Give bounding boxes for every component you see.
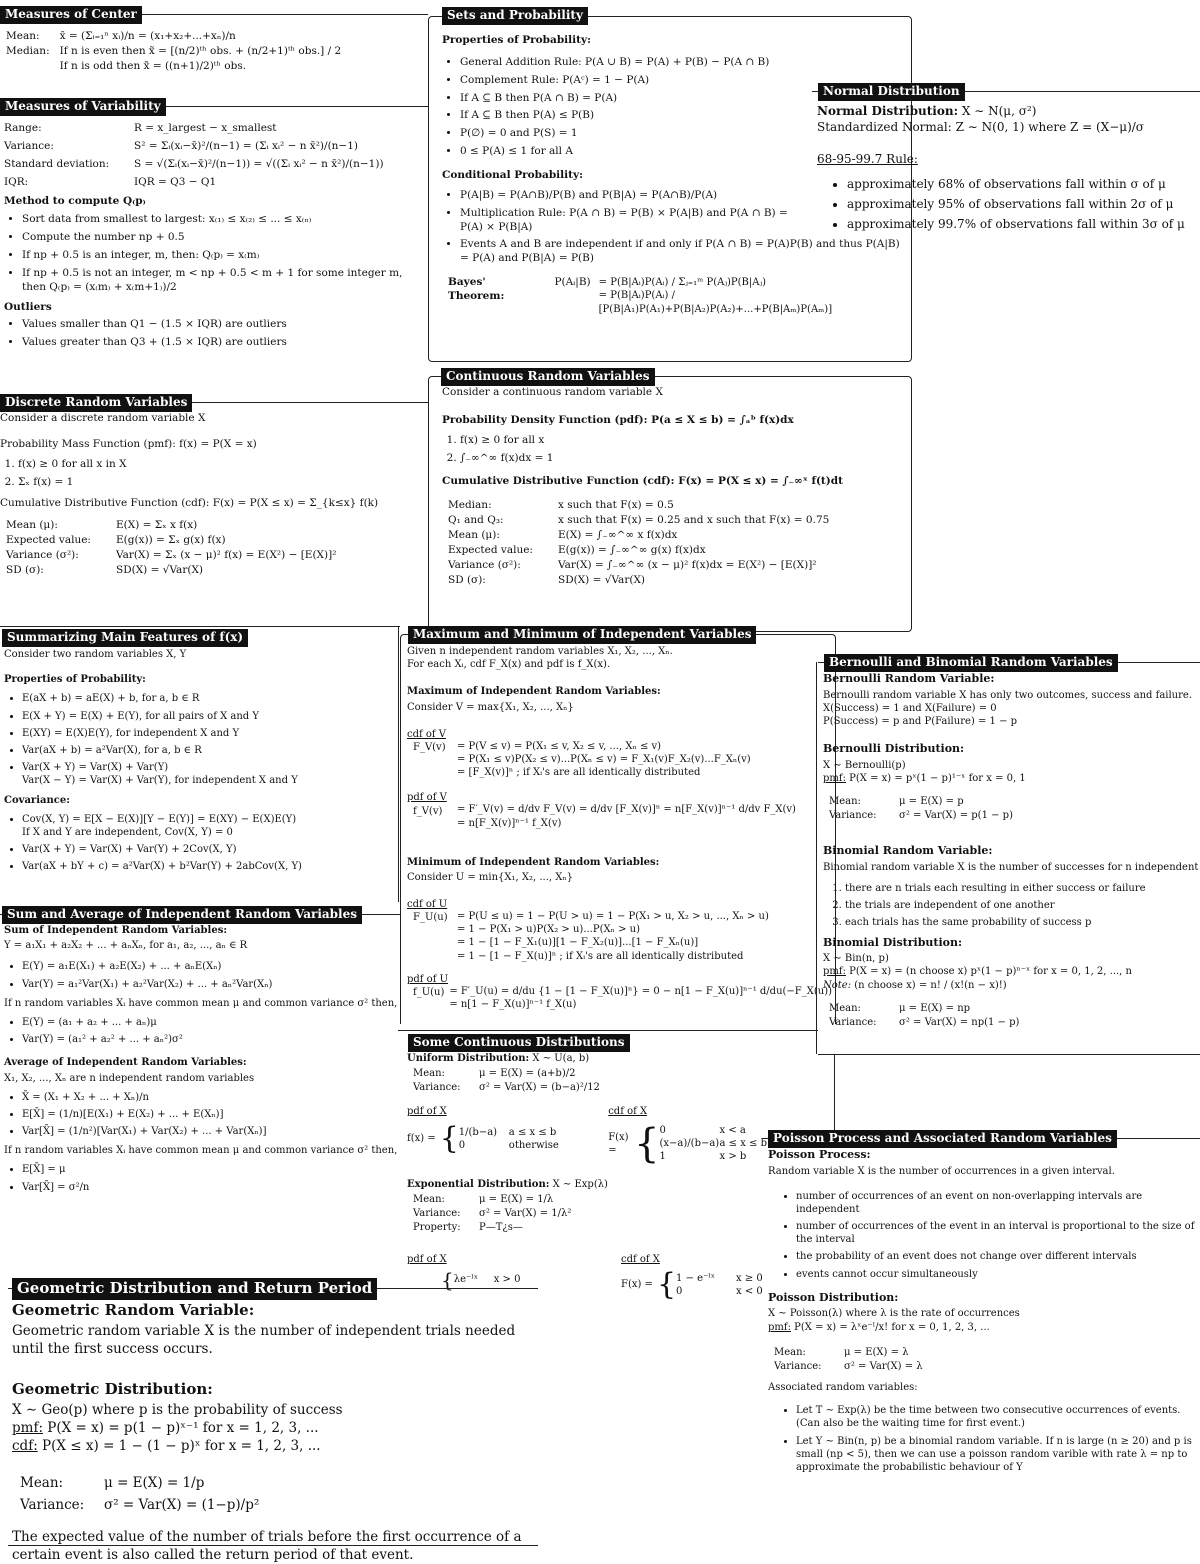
uniform-cdf-case-cond: a ≤ x ≤ b: [719, 1138, 767, 1150]
geometric-mean-label: Mean:: [20, 1474, 64, 1491]
poisson-variance-value: σ² = Var(X) = λ: [844, 1360, 923, 1372]
pdf-item: 2. ∫₋∞^∞ f(x)dx = 1: [460, 452, 908, 466]
exp-pdf-case-value: λe⁻ˡˣ: [453, 1274, 478, 1286]
cdf-u-line: = 1 − [1 − F_X₁(u)][1 − F_X₂(u)]...[1 − F_Xₙ(u)]: [457, 937, 699, 949]
geometric-pmf: P(X = x) = p(1 − p)ˣ⁻¹ for x = 1, 2, 3, ...: [47, 1420, 319, 1437]
pdf-item: 1. f(x) ≥ 0 for all x: [460, 434, 908, 448]
cont-expected-label: Expected value:: [448, 543, 533, 556]
bayes-formula-2: = P(B|Aᵢ)P(Aᵢ) / [P(B|A₁)P(A₁)+P(B|A₂)P(A₂)+...+P(B|Aₘ)P(Aₘ)]: [598, 290, 833, 315]
common-mean-note: If n random variables Xᵢ have common mean μ and common variance σ² then,: [4, 997, 398, 1009]
normal-section: [817, 104, 1200, 237]
outlier-item: • Values greater than Q3 + (1.5 × IQR) are outliers: [22, 336, 428, 350]
cond-item: • Events A and B are independent if and only if P(A ∩ B) = P(A)P(B) and thus P(A|B) = P(A) and P(B|A) = P(B): [460, 238, 900, 266]
method-item: • If np + 0.5 is an integer, m, then: Q₍p₎ = x₍m₎: [22, 249, 428, 263]
iqr-formula: IQR = Q3 − Q1: [134, 175, 217, 188]
poisson-condition: • events cannot occur simultaneously: [796, 1268, 1198, 1281]
exp-property-value: P—T¿s—: [479, 1222, 523, 1234]
method-item: • Sort data from smallest to largest: x₍₁₎ ≤ x₍₂₎ ≤ ... ≤ x₍ₙ₎: [22, 213, 428, 227]
summ-prop: • E(X + Y) = E(X) + E(Y), for all pairs of X and Y: [22, 710, 396, 723]
pdf-u-label: pdf of U: [407, 973, 449, 985]
average-heading: Average of Independent Random Variables:: [4, 1057, 247, 1069]
exp-cdf-case-value: 1 − e⁻ˡˣ: [676, 1272, 716, 1284]
pdf-v-line: = n[F_X(v)]ⁿ⁻¹ f_X(v): [457, 817, 562, 829]
cdf-v-label: cdf of V: [407, 728, 447, 740]
mean-label: Mean:: [6, 30, 40, 42]
bernoulli-rv-line: P(Success) = p and P(Failure) = 1 − p: [823, 715, 1018, 727]
sum-item: • Var(Y) = a₁²Var(X₁) + a₂²Var(X₂) + ... + aₙ²Var(Xₙ): [22, 978, 398, 991]
exp-variance-label: Variance:: [413, 1208, 461, 1220]
binomial-condition: 3. each trials has the same probability of success p: [845, 916, 1200, 929]
maxmin-intro-1: Given n independent random variables X₁, X₂, ..., Xₙ.: [407, 646, 673, 657]
section-title-sum-average: Sum and Average of Independent Random Variables: [2, 906, 362, 924]
exp-mean-label: Mean:: [413, 1193, 445, 1205]
discrete-mean-label: Mean (μ):: [6, 519, 58, 532]
poisson-dist-heading: Poisson Distribution:: [768, 1290, 899, 1304]
prob-prop: • Complement Rule: P(Aᶜ) = 1 − P(A): [460, 74, 908, 88]
rule-heading: 68-95-99.7 Rule:: [817, 151, 918, 166]
bernoulli-section: [823, 672, 1200, 1031]
sd-formula: S = √(Σᵢ(xᵢ−x̄)²/(n−1)) = √((Σᵢ xᵢ² − n x̄²)/(n−1)): [134, 157, 384, 170]
binomial-rv-heading: Binomial Random Variable:: [823, 844, 993, 858]
binomial-dist-def: X ∼ Bin(n, p): [823, 953, 889, 965]
poisson-condition: • number of occurrences of an event on non-overlapping intervals are independent: [796, 1190, 1198, 1216]
exp-cdf-brace: {: [656, 1266, 677, 1302]
uniform-cdf-label: cdf of X: [608, 1105, 648, 1117]
section-title-continuous: Continuous Random Variables: [441, 368, 655, 386]
uniform-cdf-case-value: (x−a)/(b−a): [659, 1138, 720, 1150]
discrete-variance-label: Variance (σ²):: [6, 549, 79, 562]
binomial-mean-label: Mean:: [829, 1002, 861, 1014]
cdf-v-line: = [F_X(v)]ⁿ ; if Xᵢ's are all identically distributed: [457, 767, 701, 779]
sum-definition: Y = a₁X₁ + a₂X₂ + ... + aₙXₙ, for a₁, a₂, ..., aₙ ∈ R: [4, 940, 248, 952]
range-label: Range:: [4, 122, 42, 134]
poisson-process-def: Random variable X is the number of occurrences in a given interval.: [768, 1165, 1115, 1177]
section-title-normal: Normal Distribution: [818, 83, 965, 101]
cont-variance-value: Var(X) = ∫₋∞^∞ (x − μ)² f(x)dx = E(X²) − [E(X)]²: [558, 558, 817, 571]
normal-dist-def: X ∼ N(μ, σ²): [961, 104, 1037, 118]
uniform-pdf-case-cond: a ≤ x ≤ b: [508, 1126, 557, 1138]
poisson-condition: • number of occurrences of the event in an interval is proportional to the size of the interval: [796, 1220, 1198, 1246]
outlier-item: • Values smaller than Q1 − (1.5 × IQR) are outliers: [22, 318, 428, 332]
section-title-max-min: Maximum and Minimum of Independent Variables: [408, 626, 756, 644]
min-heading: Minimum of Independent Random Variables:: [407, 856, 660, 868]
section-title-sets: Sets and Probability: [442, 7, 588, 25]
discrete-section: [0, 412, 428, 580]
cont-variance-label: Variance (σ²):: [448, 558, 521, 571]
cdf-u-line: = 1 − P(X₁ > u)P(X₂ > u)...P(Xₙ > u): [457, 924, 641, 936]
pdf-v-line: = F′_V(v) = d/dv F_V(v) = d/dv [F_X(v)]ⁿ = n[F_X(v)]ⁿ⁻¹ d/dv F_X(v): [457, 804, 796, 816]
summ-prop: • E(aX + b) = aE(X) + b, for a, b ∈ R: [22, 692, 396, 705]
binomial-condition: 2. the trials are independent of one another: [845, 899, 1200, 912]
poisson-pmf-label: pmf:: [768, 1321, 791, 1333]
measures-of-center-section: [6, 28, 426, 76]
cont-quartile-value: x such that F(x) = 0.25 and x such that F(x) = 0.75: [558, 514, 830, 527]
bernoulli-mean-label: Mean:: [829, 795, 861, 807]
prob-prop: • If A ⊆ B then P(A) ≤ P(B): [460, 109, 908, 123]
summarizing-intro: Consider two random variables X, Y: [4, 649, 187, 660]
continuous-section: [442, 386, 908, 589]
pmf-definition: Probability Mass Function (pmf): f(x) = P(X = x): [0, 437, 257, 450]
avg-item-common: • E[X̄] = μ: [22, 1163, 398, 1176]
poisson-mean-value: μ = E(X) = λ: [844, 1346, 909, 1358]
bernoulli-variance-label: Variance:: [829, 810, 877, 822]
sum-item-common: • Var(Y) = (a₁² + a₂² + ... + aₙ²)σ²: [22, 1033, 398, 1046]
section-title-measures-of-variability: Measures of Variability: [0, 98, 166, 116]
poisson-variance-label: Variance:: [774, 1360, 822, 1372]
uniform-cdf-case-cond: x > b: [719, 1151, 747, 1163]
exp-cdf-case-cond: x < 0: [736, 1285, 763, 1297]
bernoulli-pmf-label: pmf:: [823, 772, 846, 784]
uniform-variance-value: σ² = Var(X) = (b−a)²/12: [479, 1082, 600, 1094]
empirical-rule-item: • approximately 68% of observations fall within σ of μ: [847, 177, 1200, 193]
binomial-pmf: P(X = x) = (n choose x) pˣ(1 − p)ⁿ⁻ˣ for x = 0, 1, 2, ..., n: [849, 966, 1132, 978]
uniform-pdf-case-value: 1/(b−a): [458, 1126, 498, 1138]
props-heading: Properties of Probability:: [442, 34, 591, 46]
continuous-intro: Consider a continuous random variable X: [442, 386, 663, 398]
uniform-def: X ∼ U(a, b): [532, 1053, 590, 1064]
pdf-u-line: = n[1 − F_X(u)]ⁿ⁻¹ f_X(u): [449, 999, 577, 1010]
measures-of-variability-section: [4, 120, 428, 354]
bernoulli-dist-def: X ∼ Bernoulli(p): [823, 759, 906, 771]
common-mean-note: If n random variables Xᵢ have common mean μ and common variance σ² then,: [4, 1145, 398, 1157]
section-title-poisson: Poisson Process and Associated Random Variables: [768, 1130, 1117, 1148]
pdf-v-symbol: f_V(v): [413, 805, 443, 817]
binomial-mean-value: μ = E(X) = np: [899, 1002, 971, 1014]
uniform-mean-value: μ = E(X) = (a+b)/2: [479, 1068, 576, 1080]
max-heading: Maximum of Independent Random Variables:: [407, 686, 661, 698]
uniform-variance-label: Variance:: [413, 1082, 461, 1094]
summarizing-props-heading: Properties of Probability:: [4, 674, 146, 686]
section-title-geometric: Geometric Distribution and Return Period: [12, 1278, 377, 1300]
uniform-pdf-brace: {: [439, 1120, 459, 1156]
geometric-mean-value: μ = E(X) = 1/p: [104, 1474, 205, 1491]
return-period-text: The expected value of the number of trials before the first occurrence of a certain event is also called the return period of that event.: [12, 1529, 522, 1564]
uniform-cdf-case-value: 0: [659, 1124, 666, 1136]
exp-property-label: Property:: [413, 1222, 461, 1234]
cdf-u-symbol: F_U(u): [413, 912, 448, 924]
exp-cdf-label: cdf of X: [621, 1253, 660, 1265]
binomial-pmf-label: pmf:: [823, 966, 846, 978]
exp-pdf-case-cond: x > 0: [493, 1274, 521, 1286]
sum-average-section: [4, 924, 398, 1198]
section-title-bernoulli: Bernoulli and Binomial Random Variables: [824, 654, 1118, 672]
sum-item-common: • E(Y) = (a₁ + a₂ + ... + aₙ)μ: [22, 1016, 398, 1029]
discrete-sd-value: SD(X) = √Var(X): [116, 563, 204, 576]
empirical-rule-item: • approximately 95% of observations fall within 2σ of μ: [847, 197, 1200, 213]
cdf-u-line: = 1 − [1 − F_X(u)]ⁿ ; if Xᵢ's are all identically distributed: [457, 950, 744, 962]
exp-cdf-symbol: F(x) =: [621, 1279, 653, 1291]
cov-item: If X and Y are independent, Cov(X, Y) = 0: [22, 826, 233, 838]
uniform-heading: Uniform Distribution:: [407, 1053, 530, 1064]
associated-item: • Let T ∼ Exp(λ) be the time between two consecutive occurrences of events. (Can also be the waiting time for first event.): [796, 1404, 1198, 1430]
bernoulli-variance-value: σ² = Var(X) = p(1 − p): [899, 810, 1013, 822]
method-heading: Method to compute Q₍p₎: [4, 195, 146, 208]
bernoulli-rv-line: X(Success) = 1 and X(Failure) = 0: [823, 702, 997, 714]
cond-heading: Conditional Probability:: [442, 169, 583, 182]
median-odd-formula: If n is odd then x̃ = ((n+1)/2)ᵗʰ obs.: [59, 59, 247, 72]
poisson-pmf: P(X = x) = λˣe⁻ˡ/x! for x = 0, 1, 2, 3, ...: [794, 1321, 990, 1333]
cond-item: • Multiplication Rule: P(A ∩ B) = P(B) × P(A|B) and P(A ∩ B) = P(A) × P(B|A): [460, 207, 790, 235]
pdf-v-label: pdf of V: [407, 792, 447, 804]
summ-prop: Var(X − Y) = Var(X) + Var(Y), for independent X and Y: [22, 775, 298, 787]
median-even-formula: If n is even then x̃ = [(n/2)ᵗʰ obs. + (n/2+1)ᵗʰ obs.] / 2: [59, 44, 342, 57]
section-title-measures-of-center: Measures of Center: [0, 6, 142, 24]
bernoulli-dist-heading: Bernoulli Distribution:: [823, 742, 965, 756]
cdf-u-line: = P(U ≤ u) = 1 − P(U > u) = 1 − P(X₁ > u, X₂ > u, ..., Xₙ > u): [457, 911, 769, 923]
discrete-intro: Consider a discrete random variable X: [0, 412, 206, 424]
geometric-variance-label: Variance:: [20, 1496, 85, 1513]
poisson-process-heading: Poisson Process:: [768, 1148, 871, 1161]
discrete-variance-value: Var(X) = Σₓ (x − μ)² f(x) = E(X²) − [E(X)]²: [116, 549, 337, 562]
cont-quartile-label: Q₁ and Q₃:: [448, 514, 504, 527]
binomial-variance-value: σ² = Var(X) = np(1 − p): [899, 1016, 1020, 1028]
section-title-discrete: Discrete Random Variables: [0, 394, 192, 412]
binomial-rv-def: Binomial random variable X is the number of successes for n independent: [823, 861, 1199, 873]
cdf-v-line: = P(V ≤ v) = P(X₁ ≤ v, X₂ ≤ v, ..., Xₙ ≤ v): [457, 740, 662, 752]
exponential-def: X ∼ Exp(λ): [552, 1178, 608, 1190]
associated-heading: Associated random variables:: [768, 1382, 918, 1394]
uniform-mean-label: Mean:: [413, 1068, 445, 1080]
exponential-heading: Exponential Distribution:: [407, 1178, 550, 1190]
continuous-cdf-definition: Cumulative Distributive Function (cdf): F(x) = P(X ≤ x) = ∫₋∞ˣ f(t)dt: [442, 475, 843, 488]
standardized-normal: Standardized Normal: Z ∼ N(0, 1) where Z = (X−μ)/σ: [817, 119, 1144, 134]
bayes-lhs: P(Aᵢ|B): [554, 276, 591, 289]
sum-item: • E(Y) = a₁E(X₁) + a₂E(X₂) + ... + aₙE(Xₙ): [22, 960, 398, 973]
exp-cdf-case-cond: x ≥ 0: [736, 1272, 763, 1284]
normal-dist-label: Normal Distribution:: [817, 104, 959, 118]
avg-item: • Var[X̄] = (1/n²)[Var(X₁) + Var(X₂) + ... + Var(Xₙ)]: [22, 1125, 398, 1138]
iqr-label: IQR:: [4, 175, 29, 188]
uniform-cdf-brace: {: [634, 1120, 660, 1167]
cond-item: • P(A|B) = P(A∩B)/P(B) and P(B|A) = P(A∩B)/P(A): [460, 189, 900, 203]
pdf-u-symbol: f_U(u): [413, 987, 445, 998]
bernoulli-pmf: P(X = x) = pˣ(1 − p)¹⁻ˣ for x = 0, 1: [849, 772, 1026, 784]
prob-prop: • If A ⊆ B then P(A ∩ B) = P(A): [460, 92, 908, 106]
binomial-note: (n choose x) = n! / (x!(n − x)!): [854, 979, 1007, 991]
variance-label: Variance:: [4, 139, 54, 152]
mean-formula: x̄ = (Σᵢ₌₁ⁿ xᵢ)/n = (x₁+x₂+...+xₙ)/n: [59, 30, 236, 42]
prob-prop: • P(∅) = 0 and P(S) = 1: [460, 127, 908, 141]
geometric-rv-def: Geometric random variable X is the number of independent trials needed until the first success occurs.: [12, 1323, 516, 1358]
geometric-cdf: P(X ≤ x) = 1 − (1 − p)ˣ for x = 1, 2, 3, ...: [42, 1438, 321, 1455]
prob-prop: • 0 ≤ P(A) ≤ 1 for all A: [460, 145, 908, 159]
geometric-pmf-label: pmf:: [12, 1420, 43, 1437]
discrete-expected-value: E(g(x)) = Σₓ g(x) f(x): [116, 534, 226, 547]
uniform-pdf-label: pdf of X: [407, 1105, 447, 1117]
binomial-variance-label: Variance:: [829, 1016, 877, 1028]
empirical-rule-item: • approximately 99.7% of observations fall within 3σ of μ: [847, 217, 1200, 233]
average-definition: X₁, X₂, ..., Xₙ are n independent random variables: [4, 1072, 255, 1084]
poisson-condition: • the probability of an event does not change over different intervals: [796, 1250, 1198, 1263]
cov-item: • Cov(X, Y) = E[X − E(X)][Y − E(Y)] = E(XY) − E(X)E(Y): [22, 813, 396, 826]
some-continuous-section: [407, 1052, 767, 1300]
section-title-some-continuous: Some Continuous Distributions: [408, 1034, 630, 1052]
outliers-heading: Outliers: [4, 300, 52, 313]
uniform-cdf-symbol: F(x) =: [608, 1131, 629, 1156]
prob-prop: • General Addition Rule: P(A ∪ B) = P(A) + P(B) − P(A ∩ B): [460, 56, 908, 70]
sd-label: Standard deviation:: [4, 157, 110, 170]
bernoulli-mean-value: μ = E(X) = p: [899, 795, 964, 807]
pmf-item: 2. Σₓ f(x) = 1: [18, 476, 428, 490]
exp-cdf-case-value: 0: [676, 1285, 683, 1297]
bayes-label: Bayes' Theorem:: [448, 276, 505, 303]
poisson-section: [768, 1148, 1198, 1478]
uniform-cdf-case-cond: x < a: [719, 1124, 746, 1136]
range-formula: R = x_largest − x_smallest: [134, 122, 277, 134]
avg-item: • E[X̄] = (1/n)[E(X₁) + E(X₂) + ... + E(Xₙ)]: [22, 1108, 398, 1121]
max-min-section: [407, 645, 832, 1011]
binomial-dist-heading: Binomial Distribution:: [823, 935, 963, 949]
bayes-formula-1: = P(B|Aᵢ)P(Aᵢ) / Σⱼ₌₁ᵐ P(Aⱼ)P(B|Aⱼ): [598, 277, 767, 289]
cdf-definition: Cumulative Distributive Function (cdf): F(x) = P(X ≤ x) = Σ_{k≤x} f(k): [0, 497, 379, 510]
geometric-variance-value: σ² = Var(X) = (1−p)/p²: [104, 1496, 260, 1513]
min-definition: Consider U = min{X₁, X₂, ..., Xₙ}: [407, 871, 574, 883]
sum-heading: Sum of Independent Random Variables:: [4, 925, 228, 936]
exp-mean-value: μ = E(X) = 1/λ: [479, 1193, 554, 1205]
cov-item: • Var(X + Y) = Var(X) + Var(Y) + 2Cov(X, Y): [22, 843, 396, 856]
geometric-rv-heading: Geometric Random Variable:: [12, 1301, 255, 1319]
exp-pdf-brace: {: [441, 1267, 454, 1292]
summ-prop: • Var(aX + b) = a²Var(X), for a, b ∈ R: [22, 744, 396, 757]
geometric-cdf-label: cdf:: [12, 1438, 38, 1455]
cont-sd-label: SD (σ):: [448, 573, 486, 586]
max-definition: Consider V = max{X₁, X₂, ..., Xₙ}: [407, 701, 574, 713]
poisson-dist-def: X ∼ Poisson(λ) where λ is the rate of occurrences: [768, 1308, 1020, 1320]
median-label: Median:: [6, 44, 50, 57]
cdf-u-label: cdf of U: [407, 899, 448, 911]
discrete-expected-label: Expected value:: [6, 534, 91, 547]
cont-mean-value: E(X) = ∫₋∞^∞ x f(x)dx: [558, 529, 678, 542]
cont-sd-value: SD(X) = √Var(X): [558, 573, 646, 586]
cont-median-value: x such that F(x) = 0.5: [558, 499, 674, 512]
cont-mean-label: Mean (μ):: [448, 529, 500, 542]
uniform-pdf-case-cond: otherwise: [508, 1139, 559, 1151]
exp-variance-value: σ² = Var(X) = 1/λ²: [479, 1208, 572, 1220]
method-item: • Compute the number np + 0.5: [22, 231, 428, 245]
cov-item: • Var(aX + bY + c) = a²Var(X) + b²Var(Y) + 2abCov(X, Y): [22, 860, 396, 873]
discrete-mean-value: E(X) = Σₓ x f(x): [116, 519, 198, 532]
binomial-note-label: Note:: [823, 979, 852, 991]
associated-item: • Let Y ∼ Bin(n, p) be a binomial random variable. If n is large (n ≥ 20) and p is small (np < 5), then we can use a poisson random varible with rate λ = np to approximate the probabilistic behaviour of Y: [796, 1435, 1198, 1475]
cdf-v-symbol: F_V(v): [413, 741, 446, 753]
geometric-section: [12, 1300, 534, 1564]
poisson-mean-label: Mean:: [774, 1346, 806, 1358]
binomial-condition: 1. there are n trials each resulting in either success or failure: [845, 882, 1200, 895]
pdf-u-line: = F′_U(u) = d/du {1 − [1 − F_X(u)]ⁿ} = 0 − n[1 − F_X(u)]ⁿ⁻¹ d/du(−F_X(u)): [449, 985, 832, 997]
section-title-summarizing: Summarizing Main Features of f(x): [2, 629, 248, 647]
uniform-cdf-case-value: 1: [659, 1151, 666, 1163]
exp-pdf-label: pdf of X: [407, 1253, 447, 1265]
variance-formula: S² = Σᵢ(xᵢ−x̄)²/(n−1) = (Σᵢ xᵢ² − n x̄²)/(n−1): [134, 139, 358, 152]
uniform-pdf-symbol: f(x) =: [407, 1133, 436, 1145]
bernoulli-rv-line: Bernoulli random variable X has only two outcomes, success and failure.: [823, 689, 1192, 701]
maxmin-intro-2: For each Xᵢ, cdf F_X(x) and pdf is f_X(x).: [407, 659, 611, 671]
cont-expected-value: E(g(x)) = ∫₋∞^∞ g(x) f(x)dx: [558, 543, 706, 556]
cdf-v-line: = P(X₁ ≤ v)P(X₂ ≤ v)...P(Xₙ ≤ v) = F_X₁(v)F_X₂(v)...F_Xₙ(v): [457, 753, 751, 765]
geometric-dist-heading: Geometric Distribution:: [12, 1379, 213, 1398]
summ-prop: • E(XY) = E(X)E(Y), for independent X and Y: [22, 727, 396, 740]
summ-prop: • Var(X + Y) = Var(X) + Var(Y): [22, 761, 396, 774]
avg-item: • X̄ = (X₁ + X₂ + ... + Xₙ)/n: [22, 1091, 398, 1104]
summarizing-section: [4, 648, 396, 877]
bernoulli-rv-heading: Bernoulli Random Variable:: [823, 672, 995, 685]
pdf-definition: Probability Density Function (pdf): P(a ≤ X ≤ b) = ∫ₐᵇ f(x)dx: [442, 413, 794, 426]
covariance-heading: Covariance:: [4, 794, 70, 806]
method-item: • If np + 0.5 is not an integer, m < np + 0.5 < m + 1 for some integer m, then Q₍p₎ = (x₍m₎ + x₍m+1₎)/2: [22, 267, 428, 295]
pmf-item: 1. f(x) ≥ 0 for all x in X: [18, 458, 428, 472]
discrete-sd-label: SD (σ):: [6, 563, 44, 576]
geometric-dist-def: X ∼ Geo(p) where p is the probability of success: [12, 1401, 343, 1418]
avg-item-common: • Var[X̄] = σ²/n: [22, 1181, 398, 1194]
uniform-pdf-case-value: 0: [458, 1139, 466, 1151]
cont-median-label: Median:: [448, 499, 492, 512]
